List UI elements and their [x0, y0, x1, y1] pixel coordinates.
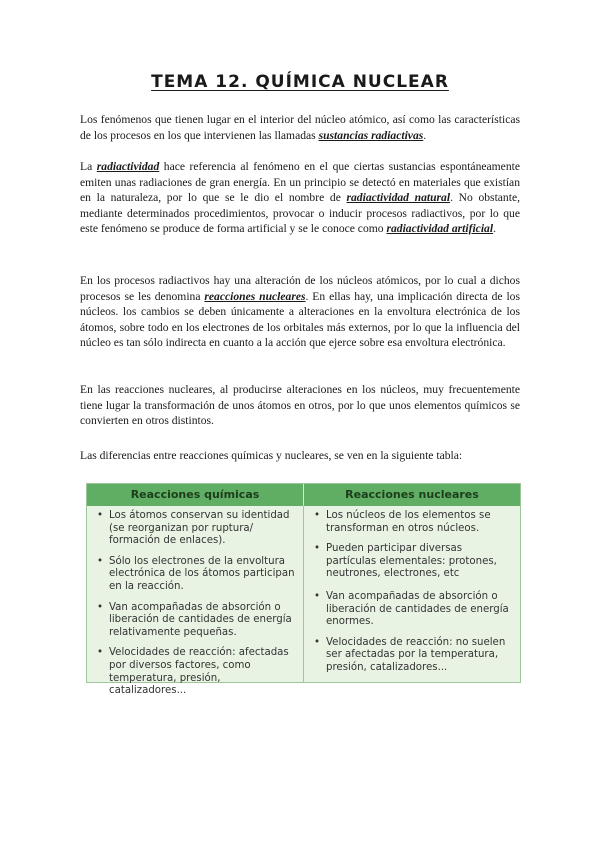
paragraph-intro: Los fenómenos que tienen lugar en el interior del núcleo atómico, así como las características de los procesos en los que intervienen las llamadas sustancias radiactivas. [80, 113, 520, 142]
column-nuclear [303, 506, 520, 682]
list-item: • Velocidades de reacción: afectadas por diversos factores, como temperatura, presión, catalizadores... [97, 647, 289, 697]
bullet-icon: • [97, 555, 104, 567]
term-reacciones-nucleares: reacciones nucleares [204, 289, 306, 303]
comparison-table [86, 483, 521, 697]
header-chemical: Reacciones químicas [130, 488, 260, 501]
bullet-icon: • [314, 510, 321, 521]
list-item: • Pueden participar diversas partículas elementales: protones, neutrones, electrones, etc [314, 543, 497, 580]
term-sustancias-radiactivas: sustancias radiactivas [318, 128, 424, 142]
paragraph-table-intro: Las diferencias entre reacciones químicas y nucleares, se ven en la siguiente tabla: [80, 449, 463, 462]
table-body [87, 506, 520, 697]
bullet-icon: • [314, 543, 321, 555]
term-radiactividad-artificial: radiactividad artificial [386, 222, 494, 236]
bullet-icon: • [314, 590, 321, 602]
page-title: TEMA 12. QUÍMICA NUCLEAR [151, 72, 449, 92]
bullet-icon: • [97, 510, 104, 521]
table-header-row [87, 484, 520, 506]
list-item: • Van acompañadas de absorción o liberación de cantidades de energía relativamente pequeñas. [97, 601, 292, 638]
list-item: • Los núcleos de los elementos se transforman en otros núcleos. [314, 510, 491, 534]
bullet-icon: • [97, 647, 104, 659]
list-item: • Sólo los electrones de la envoltura electrónica de los átomos participan en la reacción. [97, 555, 295, 592]
column-chemical [87, 506, 303, 697]
header-nuclear: Reacciones nucleares [303, 484, 520, 506]
list-item: • Van acompañadas de absorción o liberación de cantidades de energía enormes. [314, 590, 509, 628]
list-item: • Velocidades de reacción: no suelen ser afectadas por la temperatura, presión, catalizadores... [314, 636, 506, 673]
paragraph-radiactividad: La radiactividad hace referencia al fenómeno en el que ciertas sustancias espontáneamente emiten unas radiaciones de gran energía. En un principio se detectó en materiales que existían en la naturaleza, por lo que se le dio el nombre de radiactividad natural. No obstante, mediante determinados procedimientos, provocar o inducir procesos radiactivos, por lo que este fenómeno se produce de forma artificial y se le conoce como radiactividad artificial. [80, 160, 520, 236]
term-radiactividad-natural: radiactividad natural [346, 191, 451, 205]
term-radiactividad: radiactividad [96, 160, 160, 173]
list-item: • Los átomos conservan su identidad (se reorganizan por ruptura/ formación de enlaces). [97, 510, 290, 547]
bullet-icon: • [97, 601, 104, 613]
paragraph-reacciones-nucleares: En los procesos radiactivos hay una alteración de los núcleos atómicos, por lo cual a dichos procesos se les denomina reacciones nucleares. En ellas hay, una implicación directa de los núcleos. los cambios se deben únicamente a alteraciones en la envoltura electrónica de los átomos, sobre todo en los electrones de los orbitales más externos, por lo que la influencia del núcleo es tan sólo indirecta en cuanto a la acción que ejerce sobre esa envoltura electrónica. [80, 274, 520, 350]
paragraph-transformacion: En las reacciones nucleares, al producirse alteraciones en los núcleos, muy frecuentemente tiene lugar la transformación de unos átomos en otros, por lo que unos elementos químicos se convierten en otros distintos. [80, 383, 520, 428]
bullet-icon: • [314, 636, 321, 648]
